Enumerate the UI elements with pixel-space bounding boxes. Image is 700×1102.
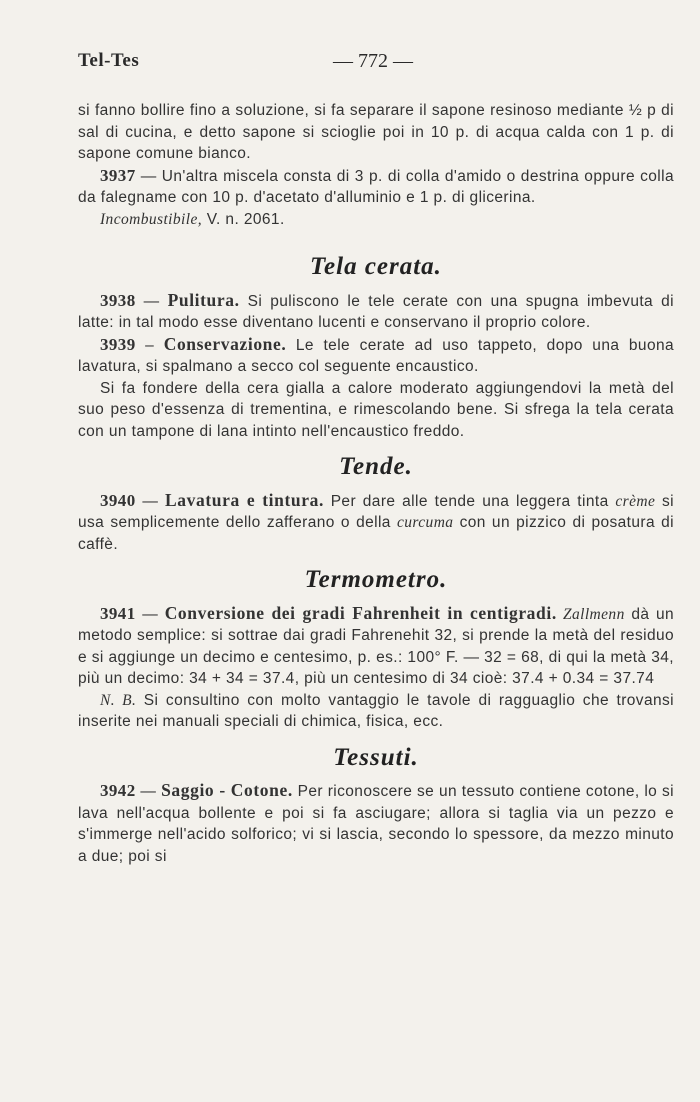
entry-title: Conservazione. [163, 333, 287, 354]
entry-3939: 3939 – Conservazione. Le tele cerate ad uso tappeto, dopo una buona lavatura, si spalmano a secco col seguente encaustico. [78, 333, 674, 375]
entry-3942: 3942 — Saggio - Cotone. Per riconoscere se un tessuto contiene cotone, lo si lava nell'acqua bollente e poi si fa asciugare; allora si taglia via un pezzo e s'immerge nell'acido solforico; vi si lascia, secondo lo spessore, da mezzo minuto a due; poi si [78, 780, 674, 865]
section-heading-tessuti: Tessuti. [333, 743, 419, 771]
section-heading-tende: Tende. [339, 453, 413, 480]
entry-number: 3937 [100, 165, 136, 185]
page-number: — 772 — [333, 50, 413, 72]
entry-number: 3940 [100, 490, 136, 510]
paragraph-continuation: si fanno bollire fino a soluzione, si fa separare il sapone resinoso mediante ½ p di sal di cucina, e detto sapone si scioglie poi in 10 p. di acqua calda con 1 p. di sapone comune bianco. [78, 102, 674, 162]
entry-title: Pulitura. [167, 289, 240, 310]
entry-number: 3941 [100, 603, 136, 623]
section-heading-tela-cerata: Tela cerata. [310, 253, 442, 280]
entry-number: 3942 [100, 781, 136, 800]
entry-3939-continued: Si fa fondere della cera gialla a calore moderato aggiungendovi la metà del suo peso d'essenza di trementina, e rimescolando bene. Si sfrega la tela cerata con un tampone di lana intinto nell'encaustico freddo. [78, 379, 674, 440]
note-nb: N. B. Si consultino con molto vantaggio le tavole di ragguaglio che trovansi inserite nei manuali speciali di chimica, fisica, ecc. [78, 691, 674, 730]
entry-3940: 3940 — Lavatura e tintura. Per dare alle tende una leggera tinta crème si usa semplicemente dello zafferano o della curcuma con un pizzico di posatura di caffè. [78, 489, 674, 553]
entry-number: 3939 [100, 334, 136, 354]
page-header [78, 50, 670, 78]
running-head: Tel-Tes [78, 50, 140, 71]
entry-3938: 3938 — Pulitura. Si puliscono le tele cerate con una spugna imbevuta di latte: in tal modo esse diventano lucenti e conservano il proprio colore. [78, 289, 674, 331]
page-body [78, 100, 674, 867]
entry-title: Saggio - Cotone. [161, 780, 293, 800]
cross-reference: Incombustibile, V. n. 2061. [100, 210, 285, 228]
entry-3937: 3937 — Un'altra miscela consta di 3 p. di colla d'amido o destrina oppure colla da falegname con 10 p. d'acetato d'alluminio e 1 p. di glicerina. [78, 165, 674, 206]
entry-title: Conversione dei gradi Fahrenheit in centigradi. [164, 602, 557, 623]
entry-3941: 3941 — Conversione dei gradi Fahrenheit in centigradi. Zallmenn dà un metodo semplice: si sottrae dai gradi Fahrenehit 32, si prende la metà del residuo e si aggiunge un decimo e centesimo, p. es.: 100° F. — 32 = 68, di qui la metà 34, più un decimo: 34 + 34 = 37.4, più un centesimo di 34 cioè: 37.4 + 0.34 = 37.74 [78, 602, 674, 687]
section-heading-termometro: Termometro. [304, 566, 448, 593]
entry-title: Lavatura e tintura. [165, 489, 324, 510]
entry-number: 3938 [100, 290, 136, 310]
